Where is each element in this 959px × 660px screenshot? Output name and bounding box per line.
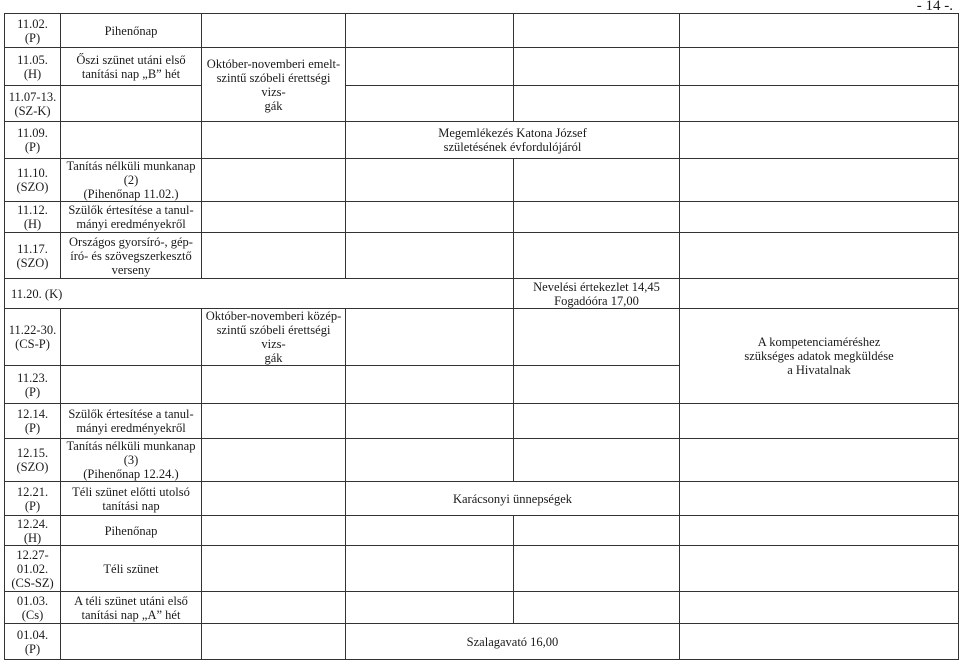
table-row [5, 86, 959, 122]
event-cell [61, 122, 202, 159]
date-cell: 12.27- 01.02. (CS-SZ) [5, 546, 61, 592]
date-cell: 11.05. (H) [5, 48, 61, 86]
event-cell [61, 86, 202, 122]
date-cell: 11.12. (H) [5, 202, 61, 233]
admin-cell [680, 592, 959, 624]
commemoration-cell [346, 516, 514, 546]
table-row [5, 516, 959, 546]
commemoration-cell [346, 14, 514, 48]
meeting-cell [514, 48, 680, 86]
admin-cell [680, 624, 959, 660]
exam-cell: Október-novemberi emelt- szintű szóbeli érettségi vizs- gák [202, 48, 346, 122]
event-cell: Pihenőnap [61, 14, 202, 48]
date-cell: 12.14. (P) [5, 404, 61, 439]
meeting-cell [514, 159, 680, 202]
admin-cell: A kompetenciaméréshez szükséges adatok megküldése a Hivatalnak [680, 309, 959, 404]
admin-cell [680, 546, 959, 592]
exam-cell [202, 122, 346, 159]
commemoration-cell [346, 439, 514, 482]
meeting-cell [514, 592, 680, 624]
admin-cell [680, 122, 959, 159]
date-cell: 01.04. (P) [5, 624, 61, 660]
prom-cell: Szalagavató 16,00 [346, 624, 680, 660]
event-cell: A téli szünet utáni első tanítási nap „A” hét [61, 592, 202, 624]
commemoration-cell [346, 159, 514, 202]
commemoration-cell [346, 86, 514, 122]
commemoration-cell [346, 546, 514, 592]
table-row [5, 624, 959, 660]
exam-cell [202, 202, 346, 233]
exam-cell [202, 592, 346, 624]
admin-cell [680, 482, 959, 516]
date-cell: 11.09. (P) [5, 122, 61, 159]
event-cell: Szülők értesítése a tanul- mányi eredményekről [61, 202, 202, 233]
date-cell: 11.02. (P) [5, 14, 61, 48]
event-cell: Országos gyorsíró-, gép- író- és szövegszerkesztő verseny [61, 233, 202, 279]
schedule-table [4, 13, 959, 660]
exam-cell [202, 404, 346, 439]
date-cell: 12.24. (H) [5, 516, 61, 546]
date-cell: 12.21. (P) [5, 482, 61, 516]
table-row [5, 592, 959, 624]
commemoration-cell [346, 309, 514, 366]
event-cell [61, 309, 202, 366]
meeting-cell [514, 366, 680, 404]
meeting-cell [514, 439, 680, 482]
meeting-cell [514, 202, 680, 233]
admin-cell [680, 439, 959, 482]
exam-cell [202, 624, 346, 660]
date-cell: 11.22-30. (CS-P) [5, 309, 61, 366]
table-row [5, 14, 959, 48]
exam-cell [202, 159, 346, 202]
commemoration-cell [346, 233, 514, 279]
table-row [5, 233, 959, 279]
date-cell: 11.20. (K) [5, 279, 514, 309]
event-cell: Tanítás nélküli munkanap (2) (Pihenőnap 11.02.) [61, 159, 202, 202]
commemoration-cell [346, 592, 514, 624]
event-cell: Pihenőnap [61, 516, 202, 546]
exam-cell [202, 546, 346, 592]
exam-cell [202, 482, 346, 516]
meeting-cell [514, 14, 680, 48]
exam-cell [202, 233, 346, 279]
date-cell: 01.03. (Cs) [5, 592, 61, 624]
exam-cell [202, 366, 346, 404]
admin-cell [680, 86, 959, 122]
admin-cell [680, 14, 959, 48]
table-row [5, 309, 959, 366]
event-cell: Téli szünet [61, 546, 202, 592]
exam-cell [202, 14, 346, 48]
meeting-cell [514, 404, 680, 439]
admin-cell [680, 233, 959, 279]
date-cell: 11.17. (SZO) [5, 233, 61, 279]
meeting-cell [514, 309, 680, 366]
commemoration-cell [346, 202, 514, 233]
meeting-cell [514, 546, 680, 592]
date-cell: 11.23. (P) [5, 366, 61, 404]
date-cell: 12.15. (SZO) [5, 439, 61, 482]
table-row [5, 122, 959, 159]
event-cell [61, 366, 202, 404]
page-number: - 14 -. [916, 0, 953, 14]
admin-cell [680, 516, 959, 546]
event-cell: Szülők értesítése a tanul- mányi eredményekről [61, 404, 202, 439]
event-cell: Téli szünet előtti utolsó tanítási nap [61, 482, 202, 516]
exam-cell: Október-novemberi közép- szintű szóbeli érettségi vizs- gák [202, 309, 346, 366]
table-row [5, 404, 959, 439]
date-cell: 11.10. (SZO) [5, 159, 61, 202]
admin-cell [680, 279, 959, 309]
event-cell [61, 624, 202, 660]
commemoration-cell [346, 404, 514, 439]
table-row [5, 439, 959, 482]
table-row [5, 48, 959, 86]
event-cell: Tanítás nélküli munkanap (3) (Pihenőnap 12.24.) [61, 439, 202, 482]
admin-cell [680, 48, 959, 86]
meeting-cell [514, 233, 680, 279]
event-cell: Őszi szünet utáni első tanítási nap „B” hét [61, 48, 202, 86]
commemoration-cell [346, 366, 514, 404]
table-row [5, 482, 959, 516]
table-row [5, 202, 959, 233]
meeting-cell [514, 86, 680, 122]
meeting-cell [514, 516, 680, 546]
exam-cell [202, 516, 346, 546]
exam-cell [202, 439, 346, 482]
admin-cell [680, 159, 959, 202]
table-row [5, 159, 959, 202]
meeting-cell: Nevelési értekezlet 14,45 Fogadóóra 17,00 [514, 279, 680, 309]
date-cell: 11.07-13. (SZ-K) [5, 86, 61, 122]
table-row [5, 279, 959, 309]
table-row [5, 546, 959, 592]
admin-cell [680, 202, 959, 233]
celebration-cell: Karácsonyi ünnepségek [346, 482, 680, 516]
commemoration-cell: Megemlékezés Katona József születésének évfordulójáról [346, 122, 680, 159]
commemoration-cell [346, 48, 514, 86]
admin-cell [680, 404, 959, 439]
